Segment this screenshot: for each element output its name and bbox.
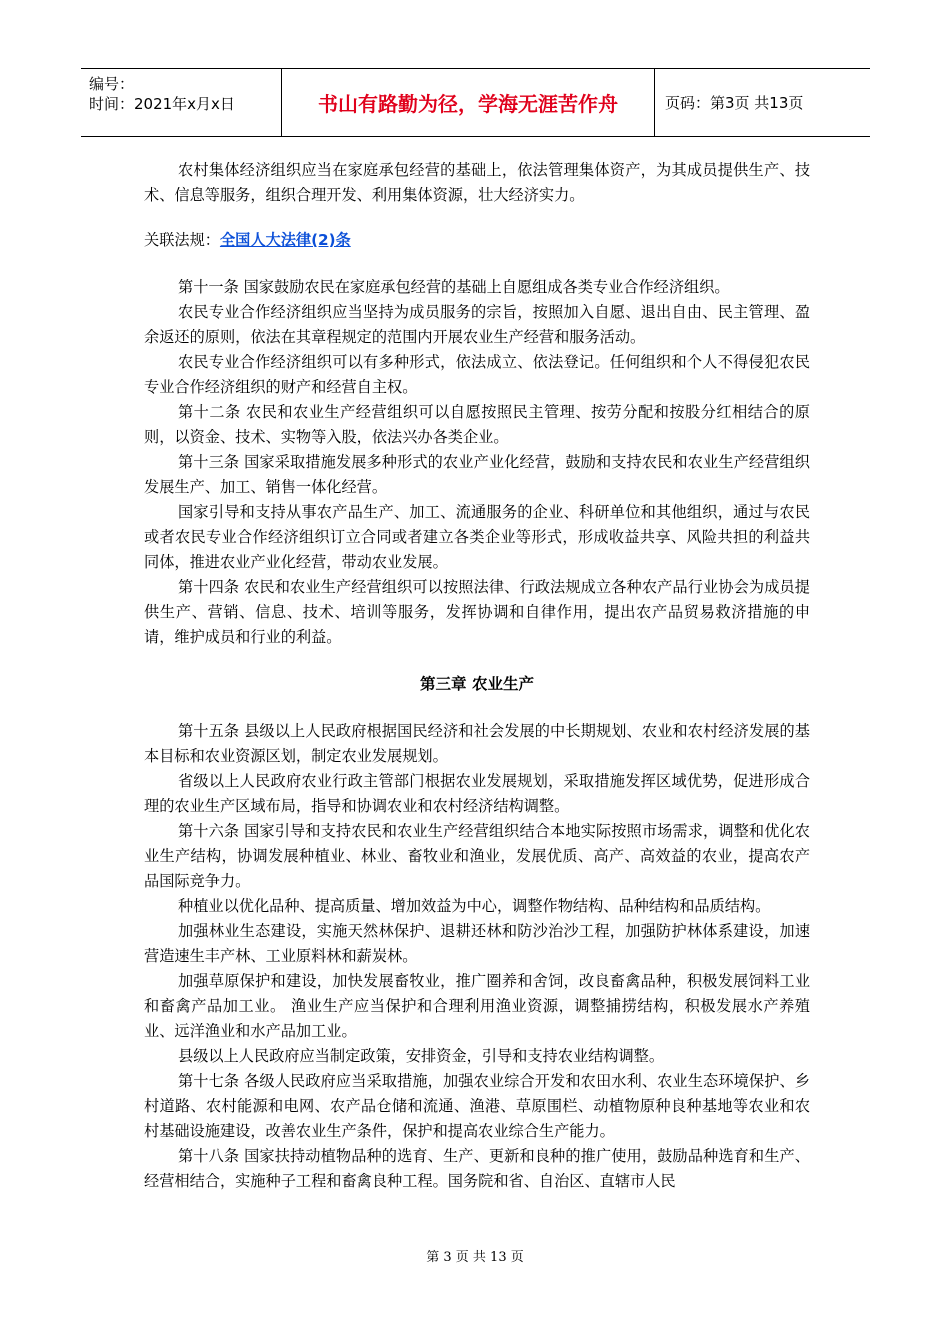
paragraph: 第十一条 国家鼓励农民在家庭承包经营的基础上自愿组成各类专业合作经济组织。 xyxy=(178,278,730,296)
paragraph: 第十六条 国家引导和支持农民和农业生产经营组织结合本地实际按照市场需求，调整和优化农业生产结构，协调发展种植业、林业、畜牧业和渔业，发展优质、高产、高效益的农业，提高农产品国际竞争力。 xyxy=(144,822,810,890)
number-label: 编号： xyxy=(89,75,135,93)
header-motto-cell xyxy=(282,69,655,136)
paragraph-group-bottom xyxy=(144,719,810,1194)
related-label: 关联法规： xyxy=(144,231,220,249)
paragraph: 农民专业合作经济组织可以有多种形式，依法成立、依法登记。任何组织和个人不得侵犯农民专业合作经济组织的财产和经营自主权。 xyxy=(144,353,810,396)
paragraph: 第十八条 国家扶持动植物品种的选育、生产、更新和良种的推广使用，鼓励品种选育和生产、经营相结合，实施种子工程和畜禽良种工程。国务院和省、自治区、直辖市人民 xyxy=(144,1147,810,1190)
page-info: 页码：第3页 共13页 xyxy=(665,94,804,112)
paragraph: 农民专业合作经济组织应当坚持为成员服务的宗旨，按照加入自愿、退出自由、民主管理、盈余返还的原则，依法在其章程规定的范围内开展农业生产经营和服务活动。 xyxy=(144,303,810,346)
related-laws xyxy=(144,228,810,253)
page-footer: 第 3 页 共 13 页 xyxy=(426,1250,524,1265)
paragraph: 第十三条 国家采取措施发展多种形式的农业产业化经营，鼓励和支持农民和农业生产经营组织发展生产、加工、销售一体化经营。 xyxy=(144,453,810,496)
document-header xyxy=(81,68,870,137)
related-law-link[interactable]: 全国人大法律(2)条 xyxy=(219,231,351,249)
paragraph: 加强草原保护和建设，加快发展畜牧业，推广圈养和舍饲，改良畜禽品种，积极发展饲料工业和畜禽产品加工业。 渔业生产应当保护和合理利用渔业资源，调整捕捞结构，积极发展水产养殖业、远洋渔业和水产品加工业。 xyxy=(144,972,810,1040)
paragraph: 第十五条 县级以上人民政府根据国民经济和社会发展的中长期规划、农业和农村经济发展的基本目标和农业资源区划，制定农业发展规划。 xyxy=(144,722,810,765)
paragraph: 第十七条 各级人民政府应当采取措施，加强农业综合开发和农田水利、农业生态环境保护、乡村道路、农村能源和电网、农产品仓储和流通、渔港、草原围栏、动植物原种良种基地等农业和农村基础设施建设，改善农业生产条件，保护和提高农业综合生产能力。 xyxy=(144,1072,810,1140)
paragraph-group-mid xyxy=(144,275,810,650)
paragraph: 第十二条 农民和农业生产经营组织可以自愿按照民主管理、按劳分配和按股分红相结合的原则，以资金、技术、实物等入股，依法兴办各类企业。 xyxy=(144,403,810,446)
paragraph: 第十四条 农民和农业生产经营组织可以按照法律、行政法规成立各种农产品行业协会为成员提供生产、营销、信息、技术、培训等服务，发挥协调和自律作用，提出农产品贸易救济措施的申请，维护成员和行业的利益。 xyxy=(144,578,810,646)
motto-text: 书山有路勤为径，学海无涯苦作舟 xyxy=(318,92,618,116)
paragraph: 农村集体经济组织应当在家庭承包经营的基础上，依法管理集体资产，为其成员提供生产、技术、信息等服务，组织合理开发、利用集体资源，壮大经济实力。 xyxy=(144,161,810,204)
paragraph: 县级以上人民政府应当制定政策，安排资金，引导和支持农业结构调整。 xyxy=(178,1047,664,1065)
paragraph: 加强林业生态建设，实施天然林保护、退耕还林和防沙治沙工程，加强防护林体系建设，加速营造速生丰产林、工业原料林和薪炭林。 xyxy=(144,922,810,965)
paragraph: 国家引导和支持从事农产品生产、加工、流通服务的企业、科研单位和其他组织，通过与农民或者农民专业合作经济组织订立合同或者建立各类企业等形式，形成收益共享、风险共担的利益共同体，推进农业产业化经营，带动农业发展。 xyxy=(144,503,810,571)
time-label: 时间：2021年x月x日 xyxy=(89,95,235,113)
paragraph: 省级以上人民政府农业行政主管部门根据农业发展规划，采取措施发挥区域优势，促进形成合理的农业生产区域布局，指导和协调农业和农村经济结构调整。 xyxy=(144,772,810,815)
chapter-title: 第三章 农业生产 xyxy=(420,675,534,693)
document-body xyxy=(144,158,810,1194)
paragraph: 种植业以优化品种、提高质量、增加效益为中心，调整作物结构、品种结构和品质结构。 xyxy=(178,897,771,915)
header-meta-cell xyxy=(81,69,282,136)
paragraph-group-top xyxy=(144,158,810,208)
